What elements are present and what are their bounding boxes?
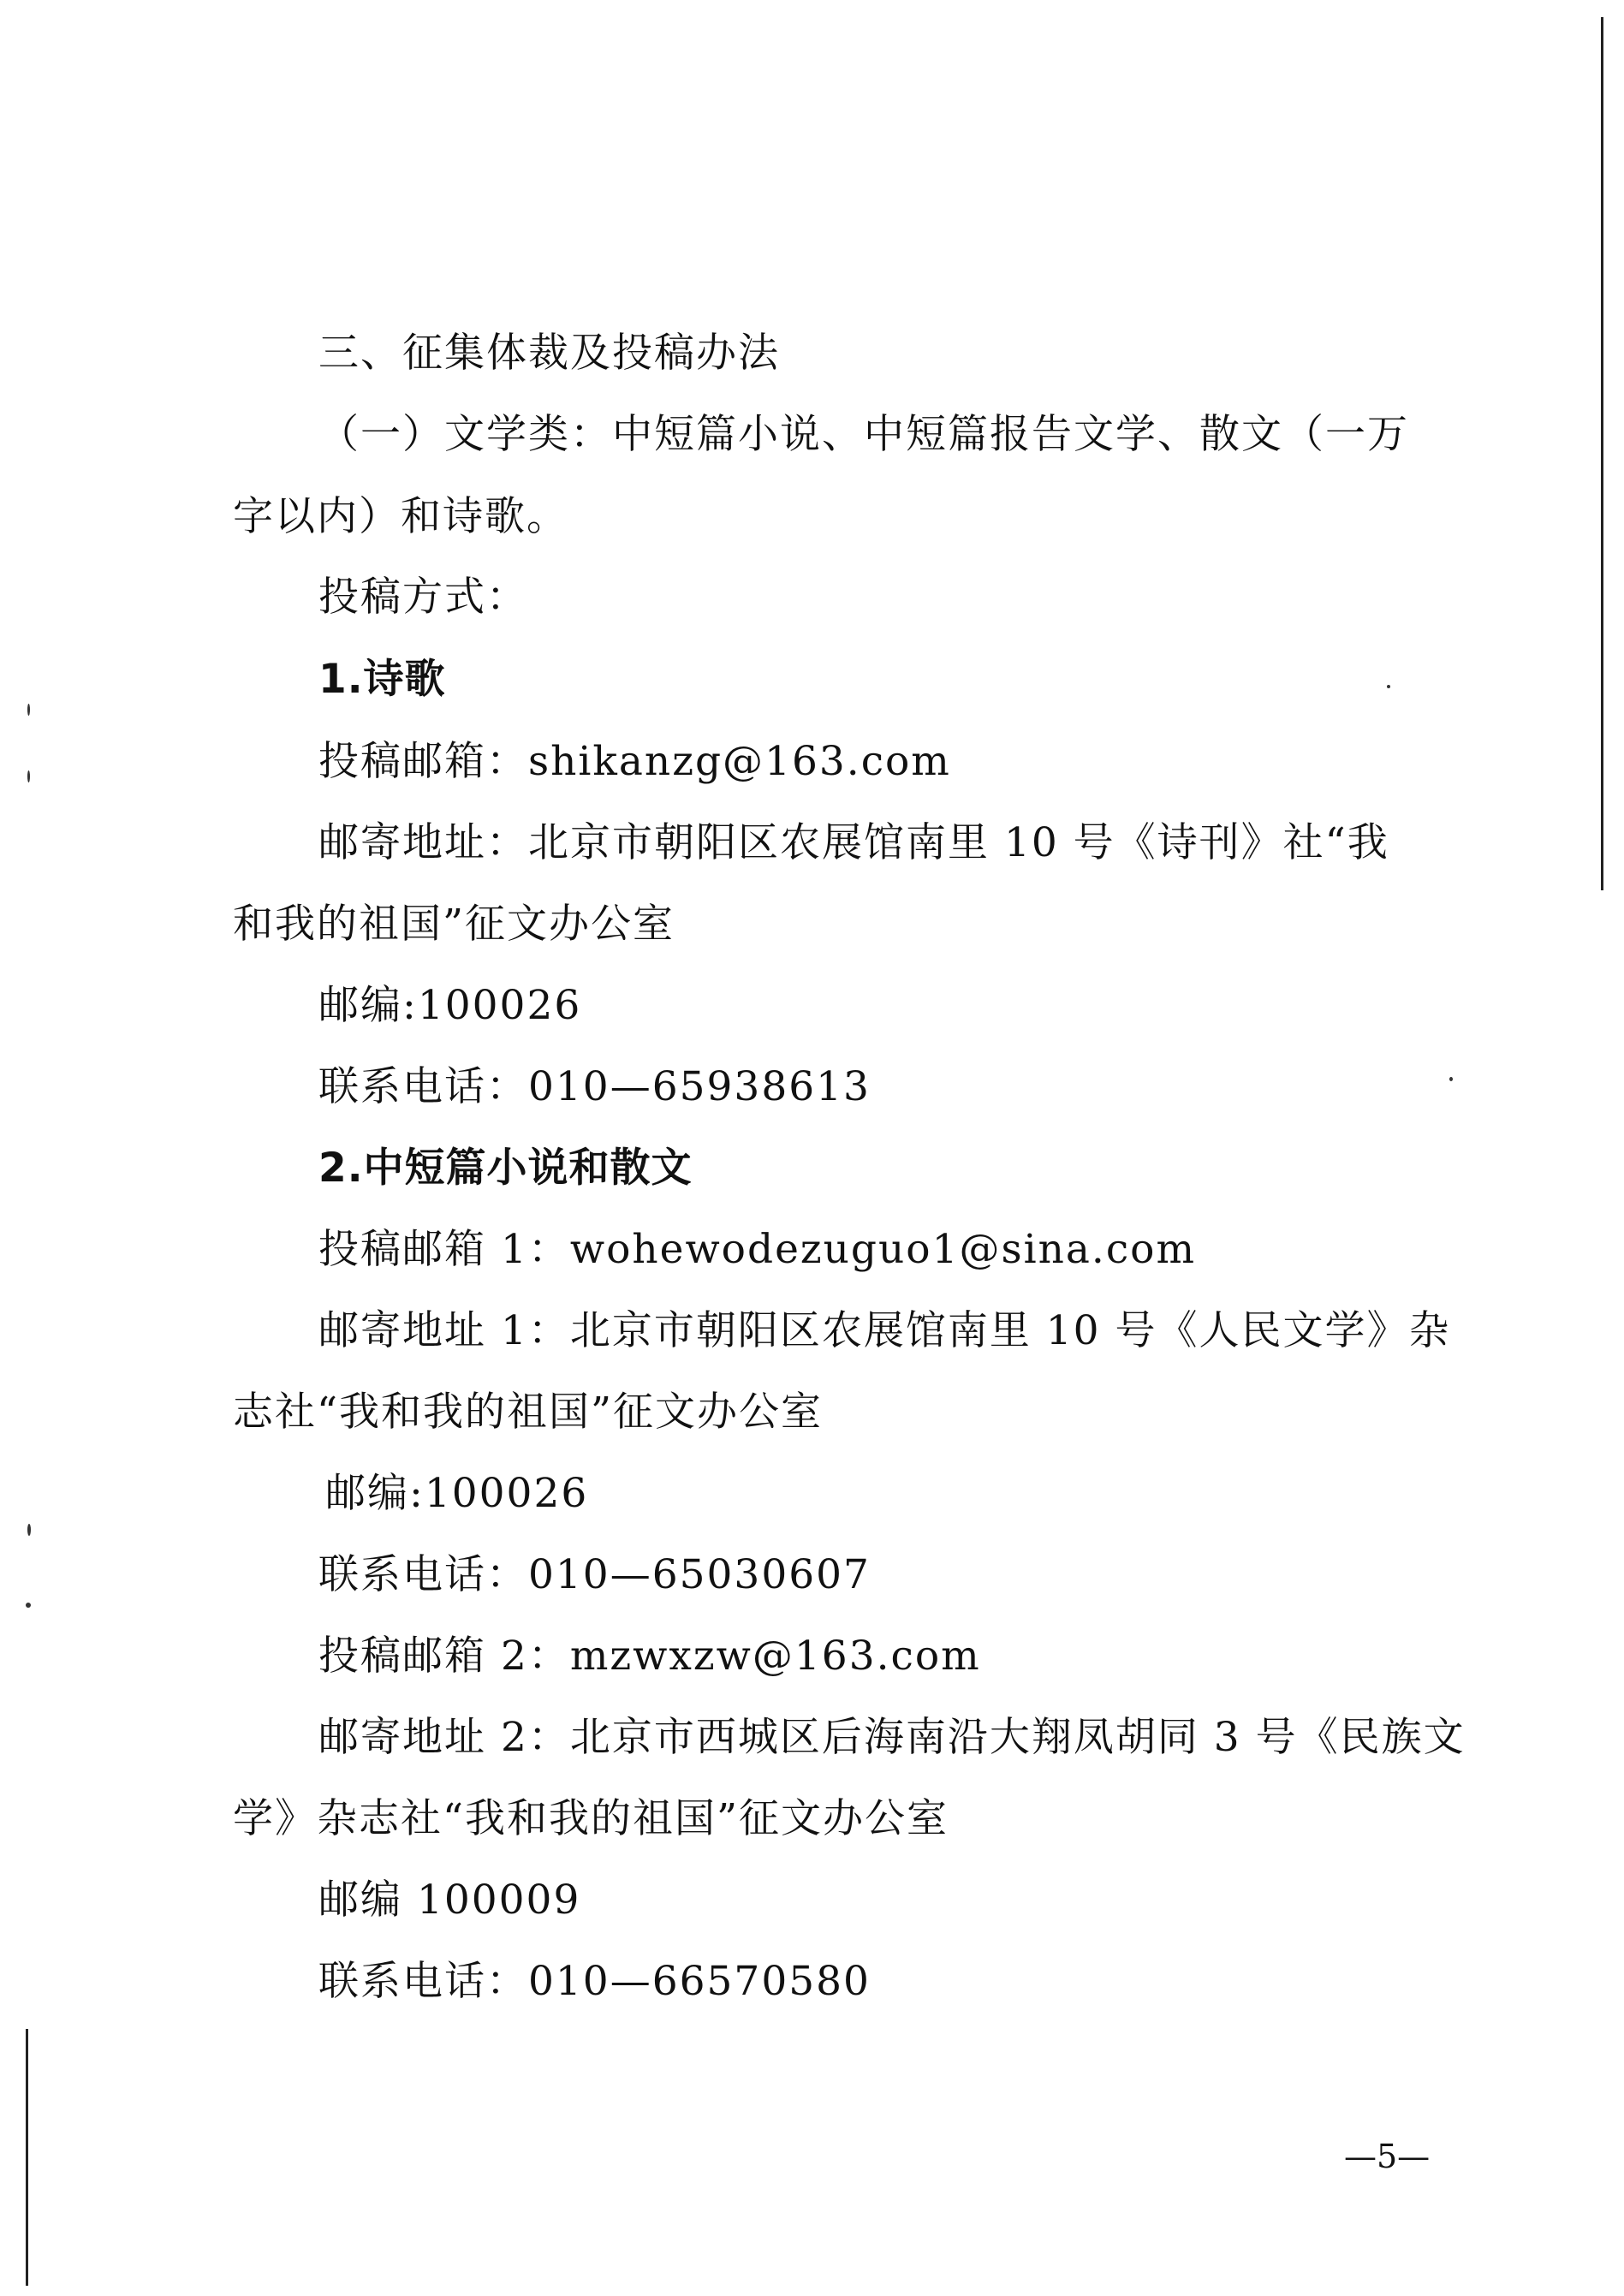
fiction-address-2-line-1: 邮寄地址 2：北京市西城区后海南沿大翔凤胡同 3 号《民族文 <box>318 1714 1466 1761</box>
category-literature-line-1: （一）文学类：中短篇小说、中短篇报告文学、散文（一万 <box>318 411 1409 458</box>
page-number: —5— <box>1344 2138 1431 2175</box>
poetry-postcode: 邮编:100026 <box>318 982 582 1029</box>
fiction-postcode-2: 邮编 100009 <box>318 1877 581 1924</box>
fiction-postcode-1: 邮编:100026 <box>325 1470 589 1517</box>
scan-speck <box>27 1524 31 1536</box>
fiction-address-1-line-1: 邮寄地址 1：北京市朝阳区农展馆南里 10 号《人民文学》杂 <box>318 1307 1451 1354</box>
scan-edge-line-right <box>1601 17 1603 890</box>
scan-speck <box>26 1603 31 1608</box>
poetry-heading: 1.诗歌 <box>318 656 446 703</box>
fiction-address-2-line-2: 学》杂志社“我和我的祖国”征文办公室 <box>233 1795 949 1842</box>
poetry-email: 投稿邮箱：shikanzg@163.com <box>318 738 951 785</box>
fiction-phone-2: 联系电话：010—66570580 <box>318 1958 871 2005</box>
category-literature-line-2: 字以内）和诗歌。 <box>233 493 568 540</box>
poetry-address-line-2: 和我的祖国”征文办公室 <box>233 901 675 948</box>
fiction-email-2: 投稿邮箱 2：mzwxzw@163.com <box>318 1633 981 1680</box>
poetry-phone: 联系电话：010—65938613 <box>318 1063 871 1110</box>
fiction-phone-1: 联系电话：010—65030607 <box>318 1551 871 1598</box>
submission-method-label: 投稿方式： <box>318 574 528 621</box>
section-heading: 三、征集体裁及投稿办法 <box>318 330 780 377</box>
scan-speck <box>27 704 30 716</box>
fiction-address-1-line-2: 志社“我和我的祖国”征文办公室 <box>233 1389 824 1436</box>
scan-speck <box>1449 1077 1453 1081</box>
poetry-address-line-1: 邮寄地址：北京市朝阳区农展馆南里 10 号《诗刊》社“我 <box>318 819 1389 866</box>
scan-speck <box>1387 685 1390 688</box>
fiction-email-1: 投稿邮箱 1：wohewodezuguo1@sina.com <box>318 1226 1197 1273</box>
fiction-prose-heading: 2.中短篇小说和散文 <box>318 1145 693 1192</box>
scan-edge-line-left <box>26 2029 28 2286</box>
scan-speck <box>27 770 30 782</box>
